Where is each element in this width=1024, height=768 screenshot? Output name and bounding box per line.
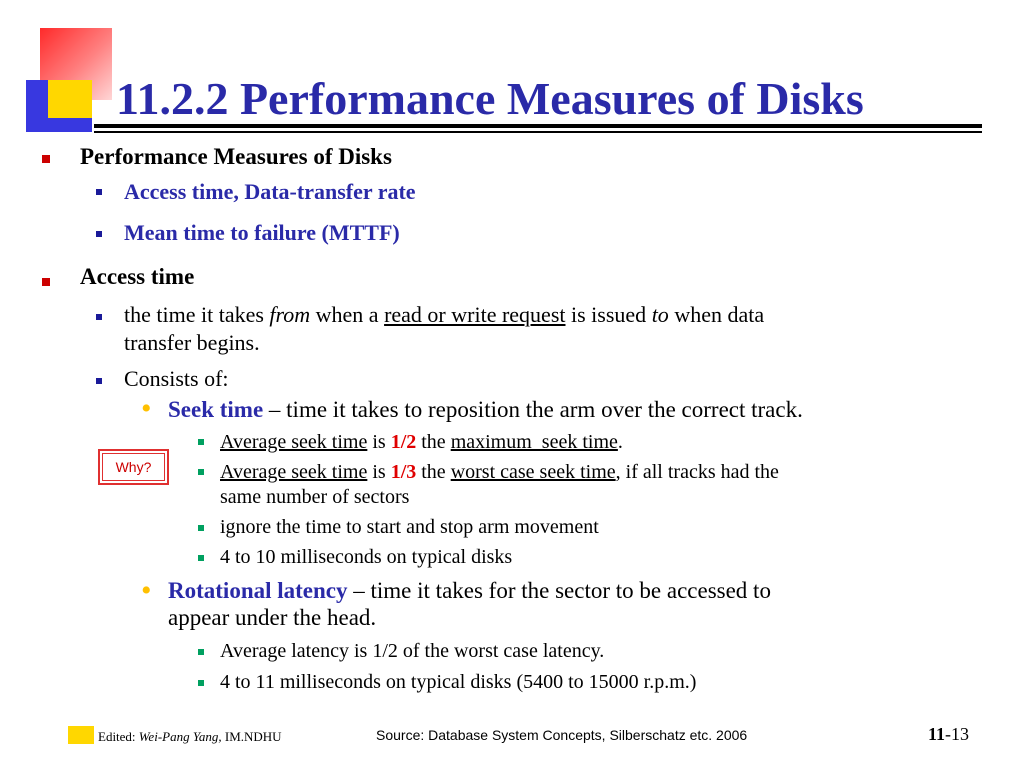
bullet-square-icon — [198, 525, 204, 531]
bullet-avg-seek-third-line2: same number of sectors — [220, 486, 410, 508]
bullet-seek-ms: 4 to 10 milliseconds on typical disks — [220, 546, 513, 568]
bullet-square-icon — [96, 231, 102, 237]
bullet-square-icon — [96, 378, 102, 384]
bullet-square-icon — [198, 439, 204, 445]
bullet-performance-measures: Performance Measures of Disks — [80, 144, 392, 169]
bullet-rotational-latency: Rotational latency – time it takes for the sector to be accessed to — [168, 578, 771, 603]
bullet-square-icon — [96, 189, 102, 195]
bullet-avg-seek-half: Average seek time is 1/2 the maximum seek time. — [220, 431, 623, 453]
bullet-mttf: Mean time to failure (MTTF) — [124, 220, 400, 245]
why-button[interactable]: Why? — [102, 453, 165, 481]
bullet-rotational-latency-line2: appear under the head. — [168, 605, 377, 630]
bullet-access-time: Access time — [80, 264, 195, 289]
bullet-square-icon — [96, 314, 102, 320]
slide-title: 11.2.2 Performance Measures of Disks — [116, 73, 864, 124]
bullet-square-icon — [198, 680, 204, 686]
bullet-access-time-rate: Access time, Data-transfer rate — [124, 179, 416, 204]
page-number: 11-13 — [928, 724, 970, 744]
bullet-square-icon — [42, 278, 50, 286]
bullet-square-icon — [42, 155, 50, 163]
bullet-square-icon — [198, 649, 204, 655]
bullet-square-icon — [198, 555, 204, 561]
bullet-latency-ms: 4 to 11 milliseconds on typical disks (5400 to 15000 r.p.m.) — [220, 671, 697, 693]
bullet-avg-seek-third: Average seek time is 1/3 the worst case seek time, if all tracks had the — [220, 461, 779, 483]
bullet-access-time-definition: the time it takes from when a read or write request is issued to when data — [124, 302, 765, 327]
bullet-access-time-definition-line2: transfer begins. — [124, 330, 260, 355]
title-rule-thin — [94, 131, 982, 133]
corner-decoration-yellow — [48, 80, 92, 118]
bullet-dot-icon: • — [141, 392, 152, 425]
footer-edited-by: Edited: Wei-Pang Yang, IM.NDHU — [98, 729, 282, 744]
bullet-dot-icon: • — [141, 574, 152, 607]
bullet-ignore-arm-movement: ignore the time to start and stop arm movement — [220, 516, 599, 538]
bullet-square-icon — [198, 469, 204, 475]
title-rule-thick — [94, 124, 982, 128]
footer-logo-box — [68, 726, 94, 744]
bullet-seek-time: Seek time – time it takes to reposition the arm over the correct track. — [168, 397, 803, 422]
bullet-consists-of: Consists of: — [124, 366, 229, 391]
footer-source: Source: Database System Concepts, Silberschatz etc. 2006 — [376, 727, 748, 743]
bullet-avg-latency: Average latency is 1/2 of the worst case latency. — [220, 640, 605, 662]
